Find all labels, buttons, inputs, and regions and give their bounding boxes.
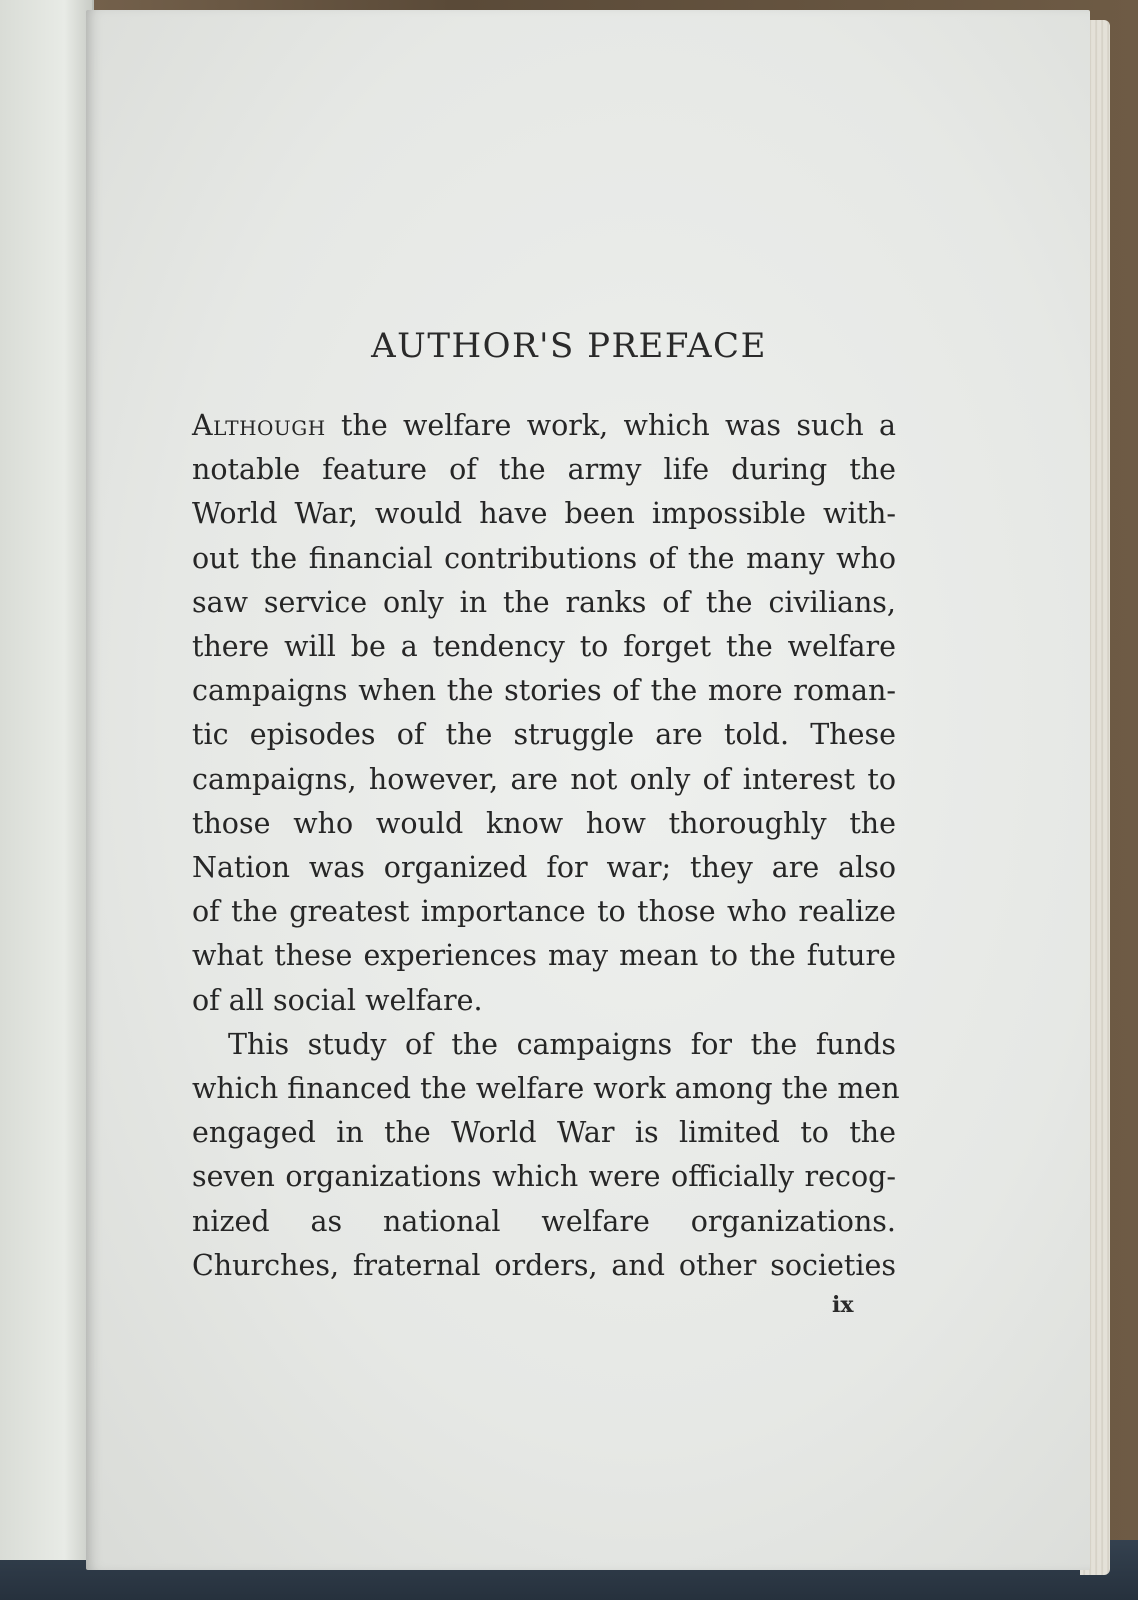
text-line: of the greatest importance to those who realize (192, 895, 896, 929)
text-line: tic episodes of the struggle are told. These (192, 718, 896, 752)
text-line: out the financial contributions of the many who (192, 541, 896, 575)
page-number: ix (832, 1292, 854, 1318)
text-line: Although the welfare work, which was such a (192, 409, 896, 442)
text-line: those who would know how thoroughly the (192, 806, 896, 840)
text-line: seven organizations which were officially recog- (192, 1160, 896, 1194)
text-line: campaigns when the stories of the more roman- (192, 674, 896, 708)
paragraph-2 (192, 1023, 900, 1288)
text-line: Nation was organized for war; they are also (192, 851, 896, 885)
paragraph-1 (192, 404, 896, 1023)
left-page-edge (0, 0, 94, 1560)
text-line: what these experiences may mean to the future (192, 939, 896, 973)
text-line: saw service only in the ranks of the civilians, (192, 585, 896, 619)
lead-word: Although (192, 409, 326, 442)
text-line: campaigns, however, are not only of interest to (192, 762, 896, 796)
text-line: of all social welfare. (192, 983, 483, 1017)
text-line: notable feature of the army life during the (192, 453, 896, 487)
body-text (192, 404, 900, 1288)
text-line: there will be a tendency to forget the welfare (192, 630, 896, 664)
text-line: engaged in the World War is limited to the (192, 1116, 896, 1150)
text-line: This study of the campaigns for the funds (228, 1027, 896, 1061)
text-line: nized as national welfare organizations. (192, 1204, 896, 1238)
text-line: which financed the welfare work among the men (192, 1072, 900, 1106)
page-title: AUTHOR'S PREFACE (371, 326, 767, 366)
text-line: Churches, fraternal orders, and other societies (192, 1248, 896, 1282)
text-line: World War, would have been impossible with- (192, 497, 896, 531)
